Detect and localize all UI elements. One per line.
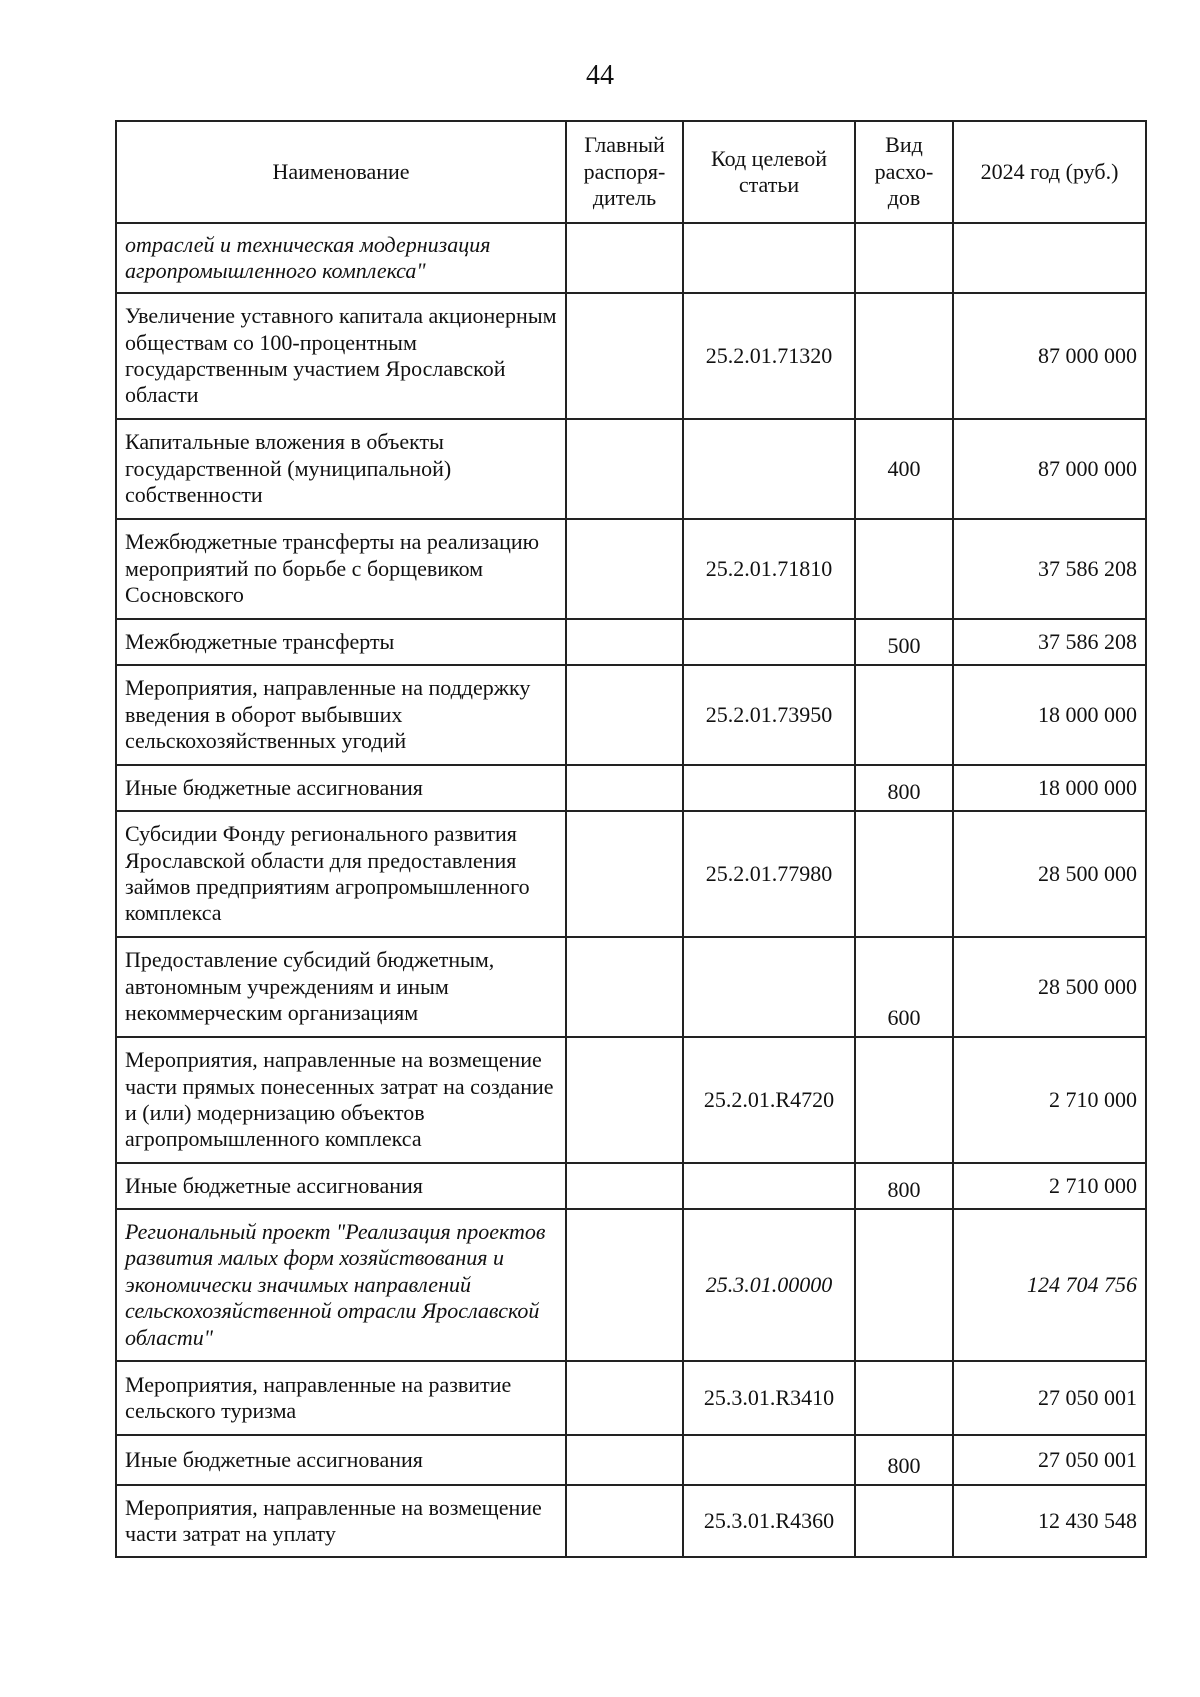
- row-admin: [566, 223, 683, 293]
- row-code: 25.3.01.R4360: [683, 1485, 855, 1557]
- row-amount: 27 050 001: [953, 1435, 1146, 1485]
- row-code: [683, 937, 855, 1037]
- row-admin: [566, 1361, 683, 1435]
- row-kind: 800: [855, 765, 953, 811]
- table-row: [116, 1209, 1146, 1361]
- table-row: [116, 665, 1146, 765]
- row-name: отраслей и техническая модернизация агропромышленного комплекса": [116, 223, 566, 293]
- row-code: [683, 619, 855, 665]
- row-amount: 28 500 000: [953, 937, 1146, 1037]
- row-amount: 37 586 208: [953, 619, 1146, 665]
- row-name: Мероприятия, направленные на возмещение части прямых понесенных затрат на создание и (или) модернизацию объектов агропромышленного комплекса: [116, 1037, 566, 1163]
- row-amount: 2 710 000: [953, 1037, 1146, 1163]
- row-kind: [855, 811, 953, 937]
- row-name: Иные бюджетные ассигнования: [116, 1435, 566, 1485]
- row-name: Иные бюджетные ассигнования: [116, 765, 566, 811]
- table-row: [116, 1037, 1146, 1163]
- row-amount: 18 000 000: [953, 665, 1146, 765]
- row-kind: [855, 665, 953, 765]
- row-admin: [566, 665, 683, 765]
- row-kind: [855, 293, 953, 419]
- row-code: 25.2.01.71810: [683, 519, 855, 619]
- row-admin: [566, 1037, 683, 1163]
- row-admin: [566, 1209, 683, 1361]
- row-name: Мероприятия, направленные на поддержку введения в оборот выбывших сельскохозяйственных угодий: [116, 665, 566, 765]
- row-amount: 124 704 756: [953, 1209, 1146, 1361]
- table-header-row: [116, 121, 1146, 223]
- row-amount: 37 586 208: [953, 519, 1146, 619]
- row-kind: [855, 1037, 953, 1163]
- header-kind: Вид расхо-дов: [855, 121, 953, 223]
- row-code: 25.2.01.R4720: [683, 1037, 855, 1163]
- row-name: Мероприятия, направленные на развитие сельского туризма: [116, 1361, 566, 1435]
- table-row: [116, 811, 1146, 937]
- row-admin: [566, 419, 683, 519]
- budget-table: [115, 120, 1147, 1558]
- row-name: Межбюджетные трансферты: [116, 619, 566, 665]
- row-name: Капитальные вложения в объекты государственной (муниципальной) собственности: [116, 419, 566, 519]
- row-code: [683, 1163, 855, 1209]
- row-name: Предоставление субсидий бюджетным, автономным учреждениям и иным некоммерческим организациям: [116, 937, 566, 1037]
- row-code: 25.3.01.R3410: [683, 1361, 855, 1435]
- row-code: [683, 223, 855, 293]
- table-row: [116, 293, 1146, 419]
- row-amount: 28 500 000: [953, 811, 1146, 937]
- row-admin: [566, 937, 683, 1037]
- row-amount: 12 430 548: [953, 1485, 1146, 1557]
- row-admin: [566, 1163, 683, 1209]
- table-row: [116, 1163, 1146, 1209]
- row-code: [683, 765, 855, 811]
- table-row: [116, 1361, 1146, 1435]
- table-row: [116, 223, 1146, 293]
- row-amount: 18 000 000: [953, 765, 1146, 811]
- row-kind: [855, 1485, 953, 1557]
- row-code: 25.3.01.00000: [683, 1209, 855, 1361]
- row-kind: 800: [855, 1435, 953, 1485]
- row-amount: 27 050 001: [953, 1361, 1146, 1435]
- row-kind: 400: [855, 419, 953, 519]
- table-row: [116, 937, 1146, 1037]
- row-code: [683, 419, 855, 519]
- table-row: [116, 1435, 1146, 1485]
- row-admin: [566, 619, 683, 665]
- table-row: [116, 519, 1146, 619]
- table-row: [116, 765, 1146, 811]
- row-name: Мероприятия, направленные на возмещение части затрат на уплату: [116, 1485, 566, 1557]
- row-name: Субсидии Фонду регионального развития Ярославской области для предоставления займов предприятиям агропромышленного комплекса: [116, 811, 566, 937]
- header-name: Наименование: [116, 121, 566, 223]
- row-name: Увеличение уставного капитала акционерным обществам со 100-процентным государственным участием Ярославской области: [116, 293, 566, 419]
- row-amount: [953, 223, 1146, 293]
- row-code: [683, 1435, 855, 1485]
- row-code: 25.2.01.73950: [683, 665, 855, 765]
- row-admin: [566, 1485, 683, 1557]
- table-row: [116, 419, 1146, 519]
- row-kind: [855, 1209, 953, 1361]
- row-admin: [566, 293, 683, 419]
- row-code: 25.2.01.77980: [683, 811, 855, 937]
- row-name: Иные бюджетные ассигнования: [116, 1163, 566, 1209]
- row-name: Межбюджетные трансферты на реализацию мероприятий по борьбе с борщевиком Сосновского: [116, 519, 566, 619]
- row-kind: 600: [855, 937, 953, 1037]
- row-kind: [855, 1361, 953, 1435]
- row-code: 25.2.01.71320: [683, 293, 855, 419]
- header-admin: Главный распоря-дитель: [566, 121, 683, 223]
- row-kind: [855, 223, 953, 293]
- header-amount: 2024 год (руб.): [953, 121, 1146, 223]
- row-kind: 800: [855, 1163, 953, 1209]
- row-admin: [566, 1435, 683, 1485]
- row-kind: [855, 519, 953, 619]
- row-admin: [566, 519, 683, 619]
- header-code: Код целевой статьи: [683, 121, 855, 223]
- row-amount: 87 000 000: [953, 419, 1146, 519]
- row-name: Региональный проект "Реализация проектов развития малых форм хозяйствования и экономически значимых направлений сельскохозяйственной отрасли Ярославской области": [116, 1209, 566, 1361]
- row-admin: [566, 811, 683, 937]
- row-kind: 500: [855, 619, 953, 665]
- table-row: [116, 1485, 1146, 1557]
- table-row: [116, 619, 1146, 665]
- row-amount: 87 000 000: [953, 293, 1146, 419]
- page-number: 44: [586, 60, 614, 91]
- row-admin: [566, 765, 683, 811]
- row-amount: 2 710 000: [953, 1163, 1146, 1209]
